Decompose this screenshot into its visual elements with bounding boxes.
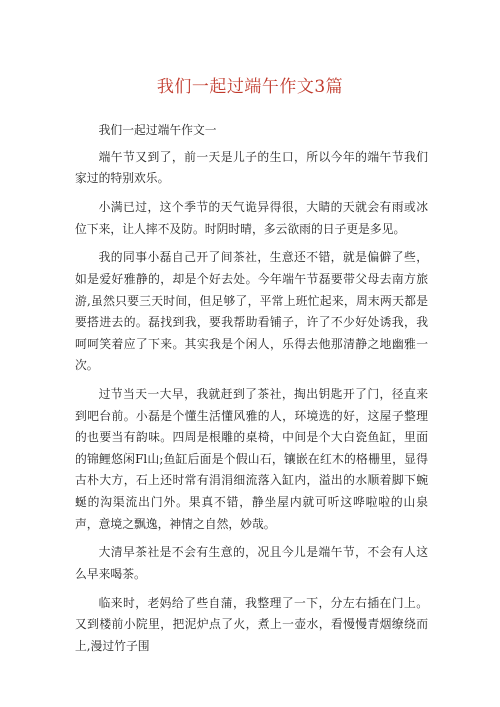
paragraph: 我的同事小磊自己开了间茶社，生意还不错，就是偏僻了些，如是爱好雅静的，却是个好去处。今年端午节磊要带父母去南方旅游,虽然只要三天时间，但足够了，平常上班忙起来，周末两天都是要搭进去的。磊找到我，要我帮助看铺子，许了不少好处诱我，我呵呵笑着应了下来。其实我是个闲人，乐得去他那清静之地幽雅一次。 (75, 250, 428, 373)
paragraph: 过节当天一大早，我就赶到了茶社，掏出钥匙开了门，径直来到吧台前。小磊是个懂生活懂风雅的人，环境选的好，这屋子整理的也要当有韵味。四周是根雕的桌椅，中间是个大白瓷鱼缸，里面的锦鲤悠闲Fl山;鱼缸后面是个假山石，镶嵌在红木的格栅里，显得古朴大方，石上还时常有涓涓细流落入缸内，溢出的水顺着脚下蜿蜒的沟渠流出门外。果真不错，静坐屋内就可听这哗啦啦的山泉声，意境之飘逸，神情之自然，妙哉。 (75, 387, 428, 531)
section-subheading: 我们一起过端午作文一 (98, 123, 217, 137)
paragraph: 端午节又到了，前一天是儿子的生口，所以今年的端午节我们家过的特别欢乐。 (75, 149, 428, 186)
document-body (75, 120, 428, 665)
paragraph: 大清早茶社是不会有生意的，况且今儿是端午节，不会有人这么早来喝茶。 (75, 545, 428, 582)
paragraph: 临来时，老妈给了些自蒲，我整理了一下，分左右插在门上。又到楼前小院里，把泥炉点了火，煮上一壶水，看慢慢青烟缭绕而上,漫过竹子围 (75, 595, 428, 653)
paragraph: 小满已过，这个季节的天气诡异得很，大睛的天就会有雨或冰位下来，让人摔不及防。时阴时晴，多云欲雨的日子更是多见。 (75, 199, 428, 236)
page-title: 我们一起过端午作文3篇 (156, 77, 344, 97)
